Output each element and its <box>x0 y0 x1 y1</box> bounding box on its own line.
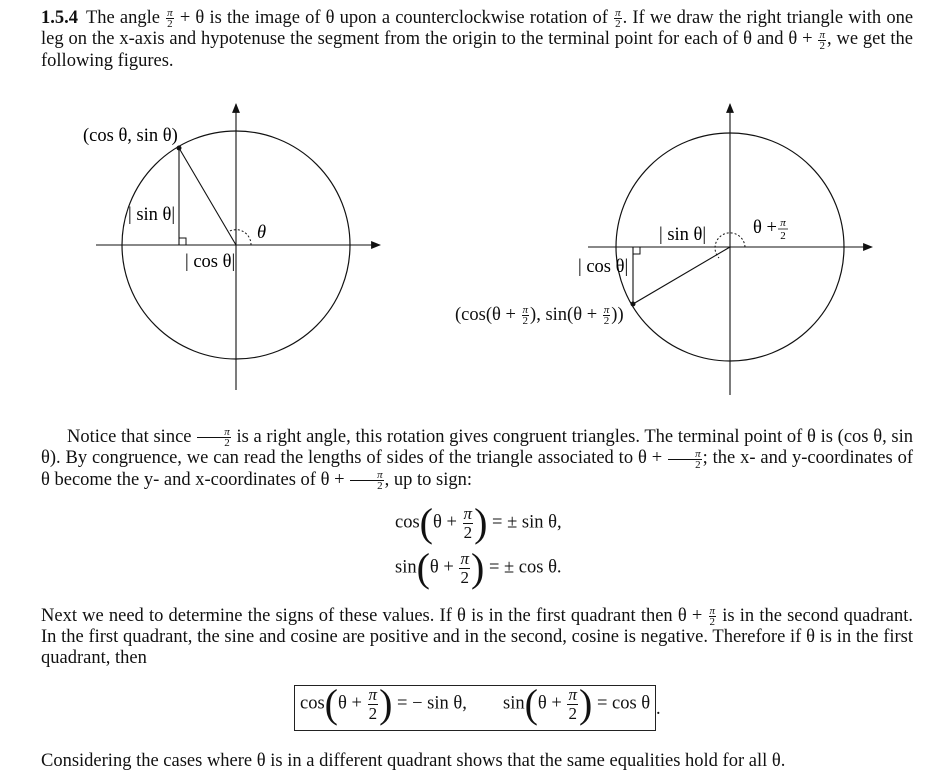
figure-left <box>83 104 380 390</box>
angle-label-right: θ + <box>753 218 777 238</box>
right-angle-mark-right <box>633 247 640 254</box>
svg-text:π: π <box>780 217 786 229</box>
fraction: $\frac{\pi}{2}$ <box>615 7 621 31</box>
hypotenuse-right <box>633 247 730 304</box>
equation-cos: cos(θ + $\frac{\pi}{2}$ ) = ± sin θ, <box>395 500 562 545</box>
cos-leg-label-right: | cos θ| <box>578 257 629 277</box>
next-paragraph: Next we need to determine the signs of these values. If θ is in the first quadrant then θ + $\frac{\pi}{2}$ is in the second quadrant. In the first quadrant, the sine and cosine are positive and in the second, cosine is negative. Therefore if θ is in the first quadrant, then <box>41 605 913 669</box>
sin-leg-label-right: | sin θ| <box>659 225 707 245</box>
point-label-left: (cos θ, sin θ) <box>83 126 178 146</box>
svg-text:2: 2 <box>780 230 786 242</box>
boxed-equation-cos: cos(θ + $\frac{\pi}{2}$ ) = − sin θ, <box>300 681 467 726</box>
intro-paragraph: 1.5.4 The angle $\frac{\pi}{2}$ + θ is the image of θ upon a counterclockwise rotation of $\frac{\pi}{2}$ . If we draw the right triangle with one leg on the x-axis and hypotenuse the segment from the origin to the terminal point for each of θ and θ + $\frac{\pi}{2}$ , we get the following figures. <box>41 7 914 71</box>
hypotenuse-left <box>179 148 236 245</box>
theta-label-left: θ <box>257 223 267 243</box>
sin-leg-label-left: | sin θ| <box>128 205 176 225</box>
point-label-right: (cos(θ + $\frac{\pi}{2}$ ), sin(θ + $\frac{\pi}{2}$ )) <box>455 304 624 328</box>
equation-sin: sin(θ + $\frac{\pi}{2}$ ) = ± cos θ. <box>395 545 562 590</box>
notice-paragraph: Notice that since $\frac{\pi}{2}$ is a right angle, this rotation gives congruent triangles. The terminal point of θ is (cos θ, sin θ). By congruence, we can read the lengths of sides of the triangle associated to θ + $\frac{\pi}{2}$ ; the x- and y-coordinates of θ become the y- and x-coordinates of θ + $\frac{\pi}{2}$ , up to sign: <box>41 426 913 492</box>
boxed-period: . <box>656 699 661 719</box>
boxed-equation-sin: sin(θ + $\frac{\pi}{2}$ ) = cos θ <box>503 681 651 726</box>
section-number: 1.5.4 <box>41 8 78 28</box>
conclusion-paragraph: Considering the cases where θ is in a different quadrant shows that the same equalities hold for all θ. <box>41 751 786 771</box>
fraction: $\frac{\pi}{2}$ <box>819 28 825 52</box>
cos-leg-label-left: | cos θ| <box>185 252 236 272</box>
fraction: $\frac{\pi}{2}$ <box>167 7 173 31</box>
terminal-point-left <box>177 146 182 151</box>
figure-right <box>578 104 872 395</box>
terminal-point-right <box>631 302 636 307</box>
right-angle-mark-left <box>179 238 186 245</box>
